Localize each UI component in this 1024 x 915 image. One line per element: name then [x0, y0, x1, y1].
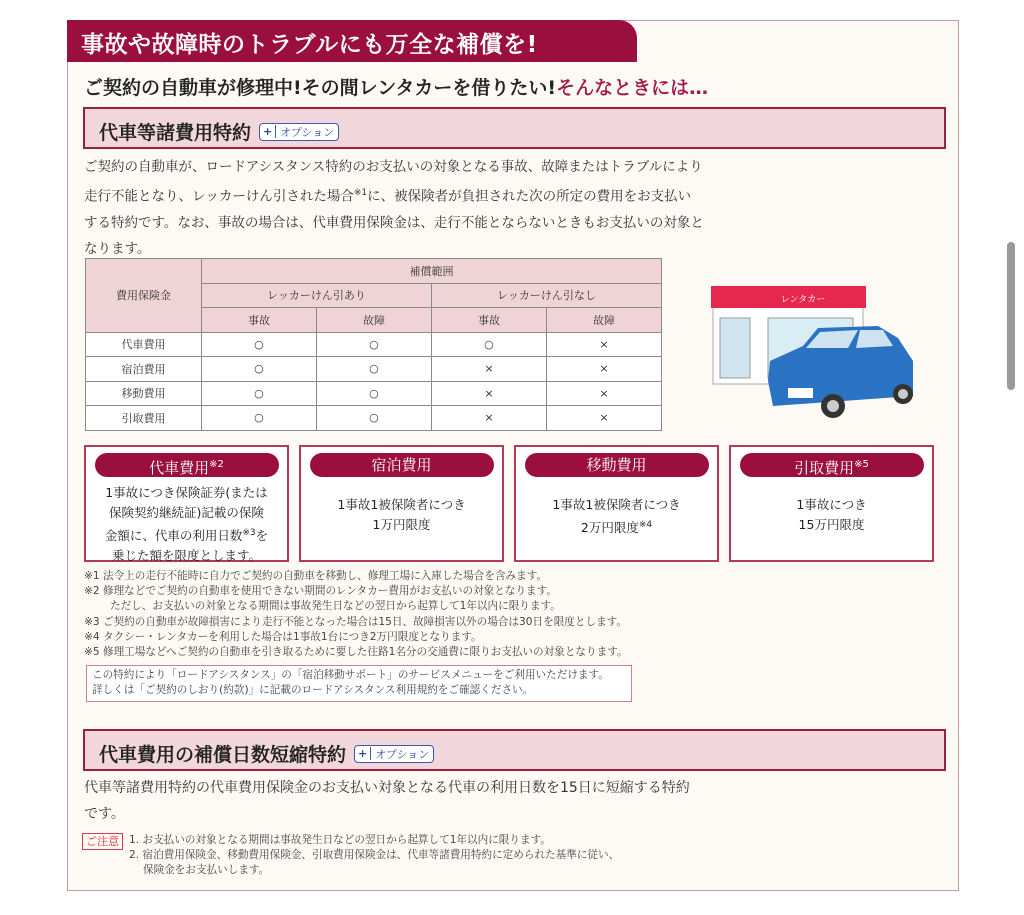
section-header-shortening: [83, 729, 946, 771]
text-line: する特約です。なお、事故の場合は、代車費用保険金は、走行不能とならないときもお支払いの対象と: [84, 214, 704, 231]
notice-item: 保険金をお支払いします。: [143, 864, 270, 876]
cell: ×: [546, 332, 661, 357]
cell: ×: [546, 406, 661, 431]
footnote-ref: ※3: [242, 528, 256, 538]
footnote-ref: ※2: [209, 459, 224, 470]
card-idou: [514, 445, 719, 562]
title: 代車費用: [149, 459, 210, 477]
card-text: [86, 483, 287, 566]
footnote-ref: ※5: [854, 459, 869, 470]
cell: ○: [202, 406, 317, 431]
section-title: 代車費用の補償日数短縮特約: [99, 744, 347, 766]
card-title: [740, 453, 924, 477]
line: [516, 515, 717, 538]
line: 乗じた額を限度とします。: [111, 548, 261, 564]
option-label: オプション: [280, 125, 335, 139]
cell: ○: [316, 357, 431, 382]
sub-header: 故障: [316, 308, 431, 333]
section-header-daisha: [83, 107, 946, 149]
sub-header: 事故: [431, 308, 546, 333]
table-row: [86, 406, 662, 431]
card-title: 移動費用: [525, 453, 709, 477]
col-header: 費用保険金: [86, 259, 202, 333]
line: [86, 523, 287, 546]
text-line: ご契約の自動車が、ロードアシスタンス特約のお支払いの対象となる事故、故障またはトラブルにより: [84, 159, 703, 175]
footnote: ※5 修理工場などへご契約の自動車を引き取るために要した往路1名分の交通費に限りお支払いの対象となります。: [84, 646, 628, 659]
sub-header: 事故: [202, 308, 317, 333]
text-line: 代車等諸費用特約の代車費用保険金のお支払い対象となる代車の利用日数を15日に短縮する特約: [84, 780, 690, 796]
title: 引取費用: [794, 459, 855, 477]
section2-description: [84, 775, 690, 827]
text-line: なります。: [84, 240, 151, 257]
info-line: この特約により「ロードアシスタンス」の「宿泊移動サポート」のサービスメニューをご利用いただけます。: [92, 669, 609, 681]
notice-tag: ご注意: [82, 833, 123, 850]
cell: ×: [546, 357, 661, 382]
cell: ×: [431, 357, 546, 382]
footnote: ※4 タクシー・レンタカーを利用した場合は1事故1台につき2万円限度となります。: [84, 630, 482, 643]
card-daisha: [84, 445, 289, 562]
card-hikitori: [729, 445, 934, 562]
cell: ○: [202, 381, 317, 406]
line: 1事故につき: [796, 497, 867, 512]
option-badge: [354, 745, 434, 763]
notice-item: 1. お支払いの対象となる期間は事故発生日などの翌日から起算して1年以内に限ります。: [129, 834, 551, 846]
subtitle-main: ご契約の自動車が修理中!その間レンタカーを借りたい!: [84, 77, 557, 99]
footnotes: [84, 569, 628, 660]
text-line: です。: [84, 806, 125, 822]
line: 1事故1被保険者につき: [337, 497, 466, 512]
notice: [82, 833, 619, 878]
rental-car-illustration: [708, 276, 918, 421]
line: 15万円限度: [798, 517, 865, 532]
cell: ○: [202, 332, 317, 357]
cell: ○: [202, 357, 317, 382]
page-banner: 事故や故障時のトラブルにも万全な補償を!: [67, 20, 637, 62]
group-header: レッカーけん引なし: [431, 283, 661, 308]
section1-description: [84, 154, 704, 262]
scrollbar-thumb[interactable]: [1007, 242, 1015, 390]
subtitle: [84, 73, 708, 100]
line: 1事故につき保険証券(または: [105, 485, 268, 500]
footnote: ただし、お支払いの対象となる期間は事故発生日などの翌日から起算して1年以内に限ります。: [110, 600, 561, 613]
option-badge: [259, 123, 339, 141]
document-frame: [67, 20, 959, 891]
card-text: [301, 495, 502, 535]
row-label: 代車費用: [86, 332, 202, 357]
notice-item: 2. 宿泊費用保険金、移動費用保険金、引取費用保険金は、代車等諸費用特約に定められた基準に従い、: [129, 849, 620, 861]
scope-header: 補償範囲: [202, 259, 662, 284]
footnote-ref: ※1: [353, 188, 368, 198]
text-line: [84, 180, 704, 210]
card-text: [731, 495, 932, 535]
table-row: [86, 357, 662, 382]
plus-icon: +: [355, 747, 371, 760]
text: 金額に、代車の利用日数: [104, 528, 243, 544]
card-title: 宿泊費用: [310, 453, 494, 477]
text: を: [255, 528, 269, 544]
cell: ○: [316, 381, 431, 406]
cell: ○: [316, 332, 431, 357]
cell: ×: [431, 406, 546, 431]
footnote: ※2 修理などでご契約の自動車を使用できない期間のレンタカー費用がお支払いの対象となります。: [84, 585, 557, 598]
text: 走行不能となり、レッカーけん引された場合: [84, 188, 354, 205]
sub-header: 故障: [546, 308, 661, 333]
group-header: レッカーけん引あり: [202, 283, 432, 308]
cell: ×: [546, 381, 661, 406]
line: 1万円限度: [372, 517, 431, 532]
text: 2万円限度: [580, 520, 639, 536]
info-box: [86, 665, 632, 702]
section-title: 代車等諸費用特約: [99, 122, 252, 144]
subtitle-accent: そんなときには…: [556, 77, 709, 99]
row-label: 移動費用: [86, 381, 202, 406]
footnote: ※1 法令上の走行不能時に自力でご契約の自動車を移動し、修理工場に入庫した場合を含みます。: [84, 570, 548, 582]
line: 保険契約継続証)記載の保険: [109, 505, 264, 520]
shop-sign: レンタカー: [780, 295, 826, 305]
row-label: 引取費用: [86, 406, 202, 431]
coverage-table: [85, 258, 662, 431]
table-row: [86, 332, 662, 357]
plus-icon: +: [260, 125, 276, 138]
card-title: [95, 453, 279, 477]
footnote: ※3 ご契約の自動車が故障損害により走行不能となった場合は15日、故障損害以外の場合は30日を限度とします。: [84, 615, 627, 628]
card-shukuhaku: [299, 445, 504, 562]
option-label: オプション: [375, 747, 430, 761]
line: 1事故1被保険者につき: [552, 497, 681, 512]
card-text: [516, 495, 717, 538]
info-line: 詳しくは「ご契約のしおり(約款)」に記載のロードアシスタンス利用規約をご確認ください。: [92, 684, 534, 696]
table-row: [86, 381, 662, 406]
text: に、被保険者が負担された次の所定の費用をお支払い: [367, 188, 692, 205]
cell: ×: [431, 381, 546, 406]
cell: ○: [316, 406, 431, 431]
row-label: 宿泊費用: [86, 357, 202, 382]
cell: ○: [431, 332, 546, 357]
footnote-ref: ※4: [638, 520, 653, 530]
